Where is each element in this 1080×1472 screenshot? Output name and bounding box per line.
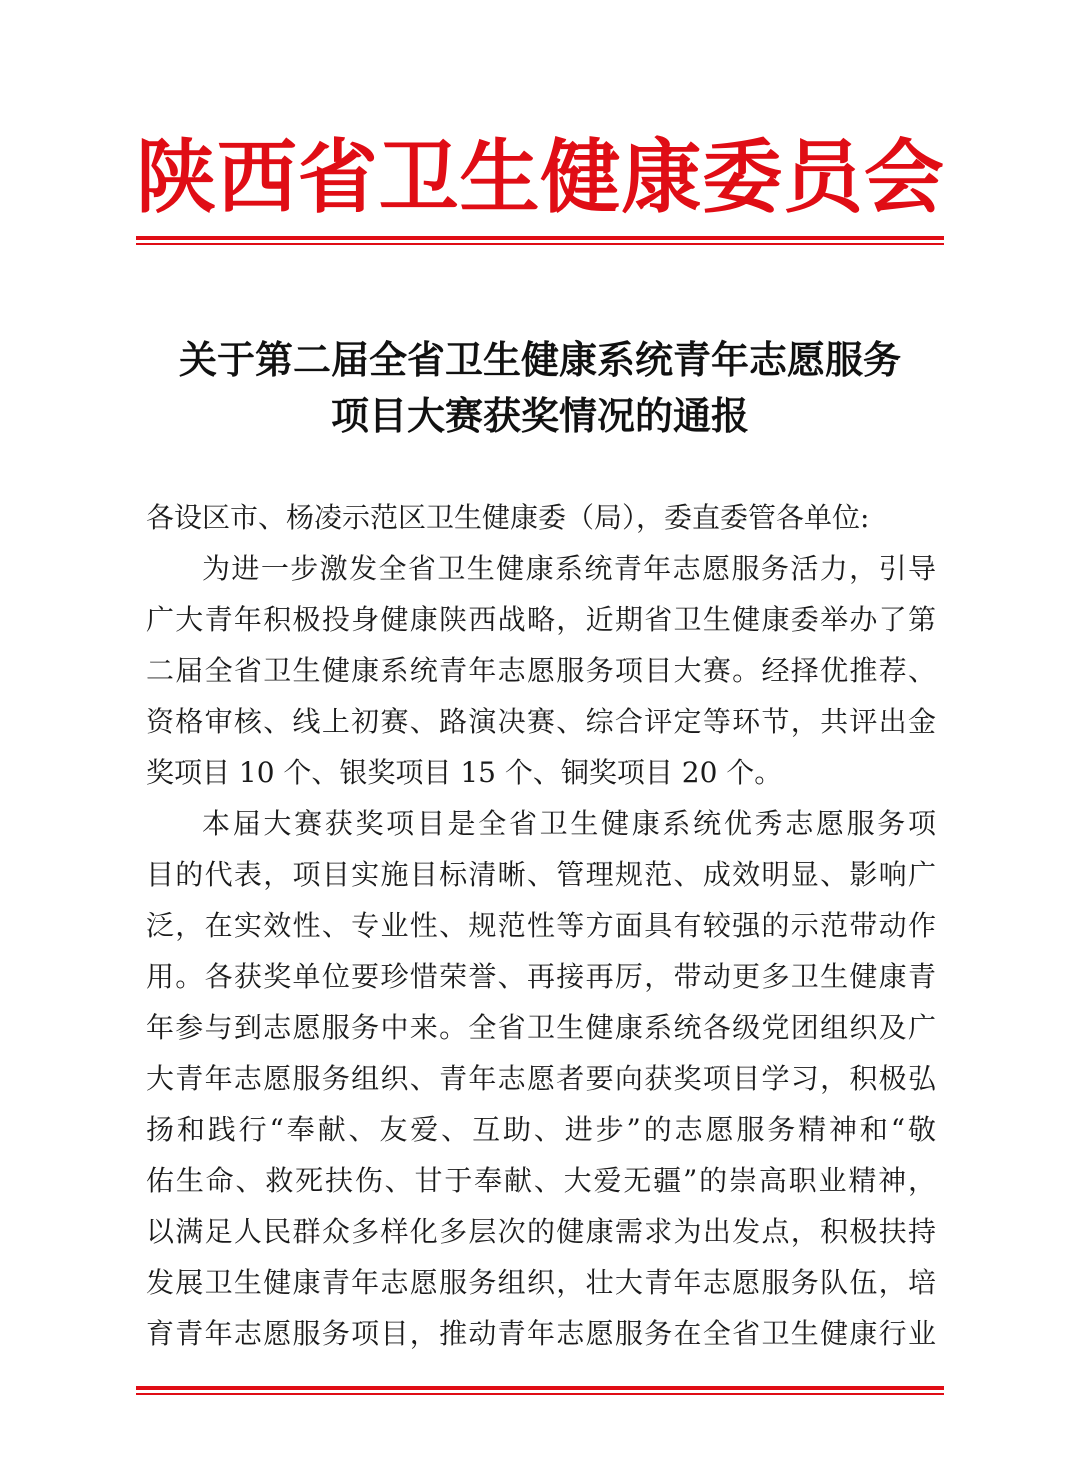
header-char: 健 <box>540 131 621 224</box>
issuing-organization-header <box>136 128 944 228</box>
paragraph-2-line: 育青年志愿服务项目，推动青年志愿服务在全省卫生健康行业 <box>146 1317 936 1350</box>
document-title-line-1: 关于第二届全省卫生健康系统青年志愿服务 <box>178 337 901 382</box>
paragraph-2-line: 佑生命、救死扶伤、甘于奉献、大爱无疆”的崇高职业精神， <box>146 1164 936 1197</box>
header-char: 康 <box>621 131 702 224</box>
footer-divider <box>136 1386 944 1395</box>
document-title <box>120 332 960 444</box>
document-title-line-2: 项目大赛获奖情况的通报 <box>330 393 749 438</box>
header-char: 西 <box>216 131 297 224</box>
header-char: 卫 <box>378 131 459 224</box>
header-divider <box>136 236 944 245</box>
paragraph-1-line: 广大青年积极投身健康陕西战略，近期省卫生健康委举办了第 <box>146 603 936 636</box>
paragraph-2-line: 年参与到志愿服务中来。全省卫生健康系统各级党团组织及广 <box>146 1011 936 1044</box>
paragraph-1-line: 为进一步激发全省卫生健康系统青年志愿服务活力，引导 <box>202 552 936 585</box>
paragraph-2-line: 发展卫生健康青年志愿服务组织，壮大青年志愿服务队伍，培 <box>146 1266 936 1299</box>
header-char: 委 <box>702 131 783 224</box>
paragraph-2-line: 用。各获奖单位要珍惜荣誉、再接再厉，带动更多卫生健康青 <box>146 960 936 993</box>
paragraph-1-line: 资格审核、线上初赛、路演决赛、综合评定等环节，共评出金 <box>146 705 936 738</box>
paragraph-1-line: 二届全省卫生健康系统青年志愿服务项目大赛。经择优推荐、 <box>146 654 936 687</box>
document-body <box>146 492 936 1359</box>
paragraph-2-line: 以满足人民群众多样化多层次的健康需求为出发点，积极扶持 <box>146 1215 936 1248</box>
paragraph-1-line: 奖项目 10 个、银奖项目 15 个、铜奖项目 20 个。 <box>146 756 783 789</box>
salutation: 各设区市、杨凌示范区卫生健康委（局），委直委管各单位: <box>146 501 870 534</box>
header-char: 生 <box>459 131 540 224</box>
header-char: 会 <box>863 131 944 224</box>
paragraph-2-line: 本届大赛获奖项目是全省卫生健康系统优秀志愿服务项 <box>202 807 936 840</box>
paragraph-2-line: 目的代表，项目实施目标清晰、管理规范、成效明显、影响广 <box>146 858 936 891</box>
header-char: 员 <box>783 131 863 224</box>
paragraph-2-line: 大青年志愿服务组织、青年志愿者要向获奖项目学习，积极弘 <box>146 1062 936 1095</box>
header-char: 省 <box>297 131 378 224</box>
header-char: 陕 <box>136 131 216 224</box>
paragraph-2-line: 泛，在实效性、专业性、规范性等方面具有较强的示范带动作 <box>146 909 936 942</box>
paragraph-2-line: 扬和践行“奉献、友爱、互助、进步”的志愿服务精神和“敬 <box>146 1113 936 1146</box>
